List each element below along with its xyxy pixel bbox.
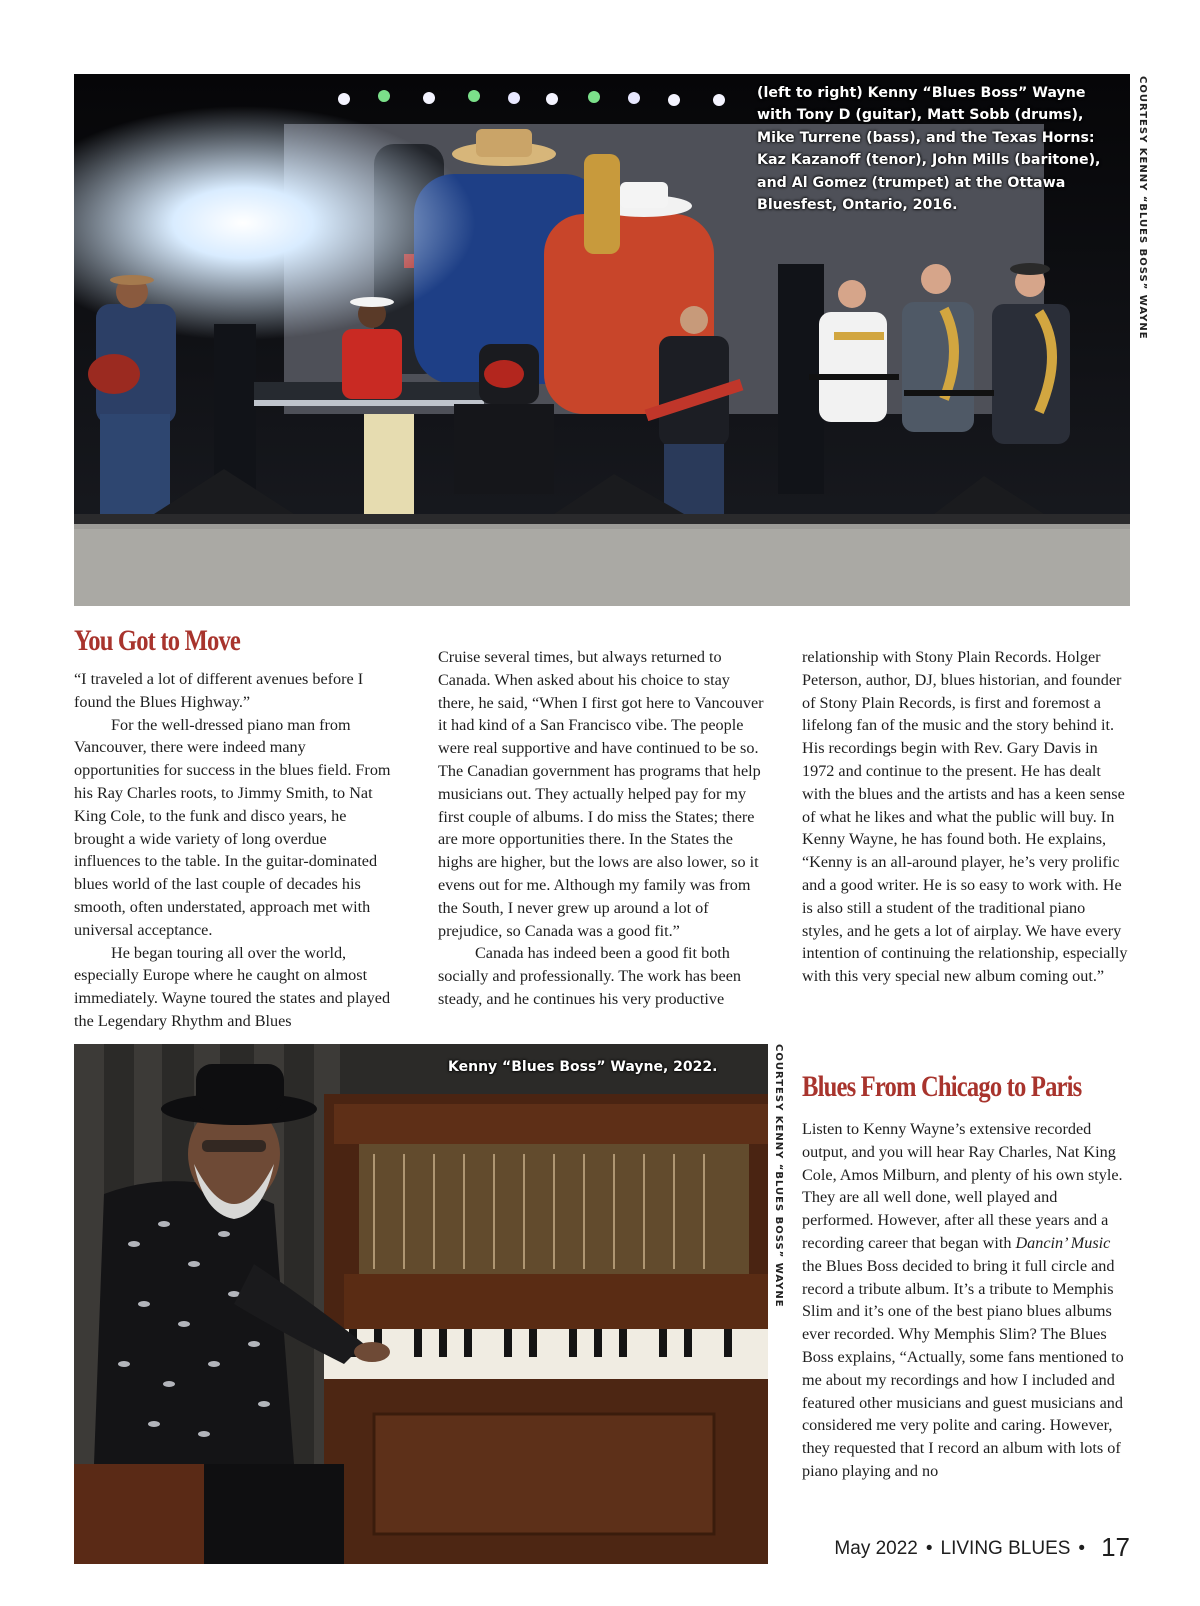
bottom-photo-caption: Kenny “Blues Boss” Wayne, 2022. — [448, 1059, 718, 1075]
paragraph: Cruise several times, but always returned to Canada. When asked about his choice to stay there, he said, “When I first got here to Vancouver it had kind of a San Francisco vibe. The people were real supportive and have continued to be so. The Canadian government has programs that help musicians out. They actually helped pay for my first couple of albums. I do miss the States; there are more opportunities there. In the States the highs are higher, but the lows are also lower, so it evens out for me. Although my family was from the South, I never grew up around a lot of prejudice, so Canada was a good fit.” — [438, 648, 764, 940]
section-heading-blues-from-chicago: Blues From Chicago to Paris — [802, 1070, 1082, 1103]
top-photo-credit: COURTESY KENNY “BLUES BOSS” WAYNE — [1137, 76, 1148, 340]
page-footer — [834, 1532, 1130, 1563]
paragraph-text: the Blues Boss decided to bring it full circle and record a tribute album. It’s a tribute to Memphis Slim and it’s one of the best piano blues albums ever recorded. Why Memphis Slim? The Blues Boss explains, “Actually, some fans mentioned to me about my recordings and how I included and featured other musicians and guest musicians and considered me very polite and caring. However, they requested that I record an album with lots of piano playing and no — [802, 1256, 1124, 1480]
article-column-2 — [438, 646, 768, 1011]
paragraph-text: Listen to Kenny Wayne’s extensive recorded output, and you will hear Ray Charles, Nat King Cole, Amos Milburn, and plenty of his own style. They are all well done, well played and performed. However, after all these years and a recording career that began with — [802, 1120, 1123, 1252]
paragraph — [802, 1118, 1132, 1483]
paragraph: For the well-dressed piano man from Vancouver, there were indeed many opportunities for success in the blues field. From his Ray Charles roots, to Jimmy Smith, to Nat King Cole, to the funk and disco years, he brought a wide variety of long overdue influences to the table. In the guitar-dominated blues world of the last couple of decades his smooth, often understated, approach met with universal acceptance. — [74, 715, 391, 939]
paragraph: relationship with Stony Plain Records. Holger Peterson, author, DJ, blues historian, and founder of Stony Plain Records, is first and foremost a lifelong fan of the music and the story behind it. His recordings begin with Rev. Gary Davis in 1972 and continue to the present. He has dealt with the blues and the artists and has a keen sense of what he likes and what the public will buy. In Kenny Wayne, he has found both. He explains, “Kenny is an all-around player, he’s very prolific and a good writer. He is so easy to work with. He is also still a student of the traditional piano styles, and he gets a lot of airplay. We have every intention of continuing the relationship, especially with this very special new album coming out.” — [802, 648, 1128, 986]
separator: • — [925, 1538, 933, 1559]
article-column-1 — [74, 668, 392, 1033]
top-photo-caption: (left to right) Kenny “Blues Boss” Wayne with Tony D (guitar), Matt Sobb (drums), Mike Turrene (bass), and the Texas Horns: Kaz Kazanoff (tenor), John Mills (baritone), and Al Gomez (trumpet) at the Ottawa Bluesfest, Ontario, 2016. — [757, 85, 1101, 214]
paragraph: “I traveled a lot of different avenues before I found the Blues Highway.” — [74, 670, 364, 711]
article-column-3 — [802, 646, 1130, 988]
magazine-name: LIVING BLUES — [940, 1538, 1071, 1559]
article-column-4 — [802, 1118, 1132, 1483]
issue-date: May 2022 — [834, 1538, 918, 1559]
bottom-photo-credit: COURTESY KENNY “BLUES BOSS” WAYNE — [773, 1044, 784, 1308]
section-heading-you-got-to-move: You Got to Move — [74, 624, 241, 657]
paragraph: Canada has indeed been a good fit both socially and professionally. The work has been steady, and he continues his very productive — [438, 944, 741, 1008]
album-title: Dancin’ Music — [1015, 1233, 1111, 1252]
separator: • — [1078, 1538, 1086, 1559]
piano-portrait-photo — [74, 1044, 768, 1564]
paragraph: He began touring all over the world, especially Europe where he caught on almost immediately. Wayne toured the states and played the Legendary Rhythm and Blues — [74, 943, 391, 1030]
page-number: 17 — [1101, 1532, 1130, 1562]
